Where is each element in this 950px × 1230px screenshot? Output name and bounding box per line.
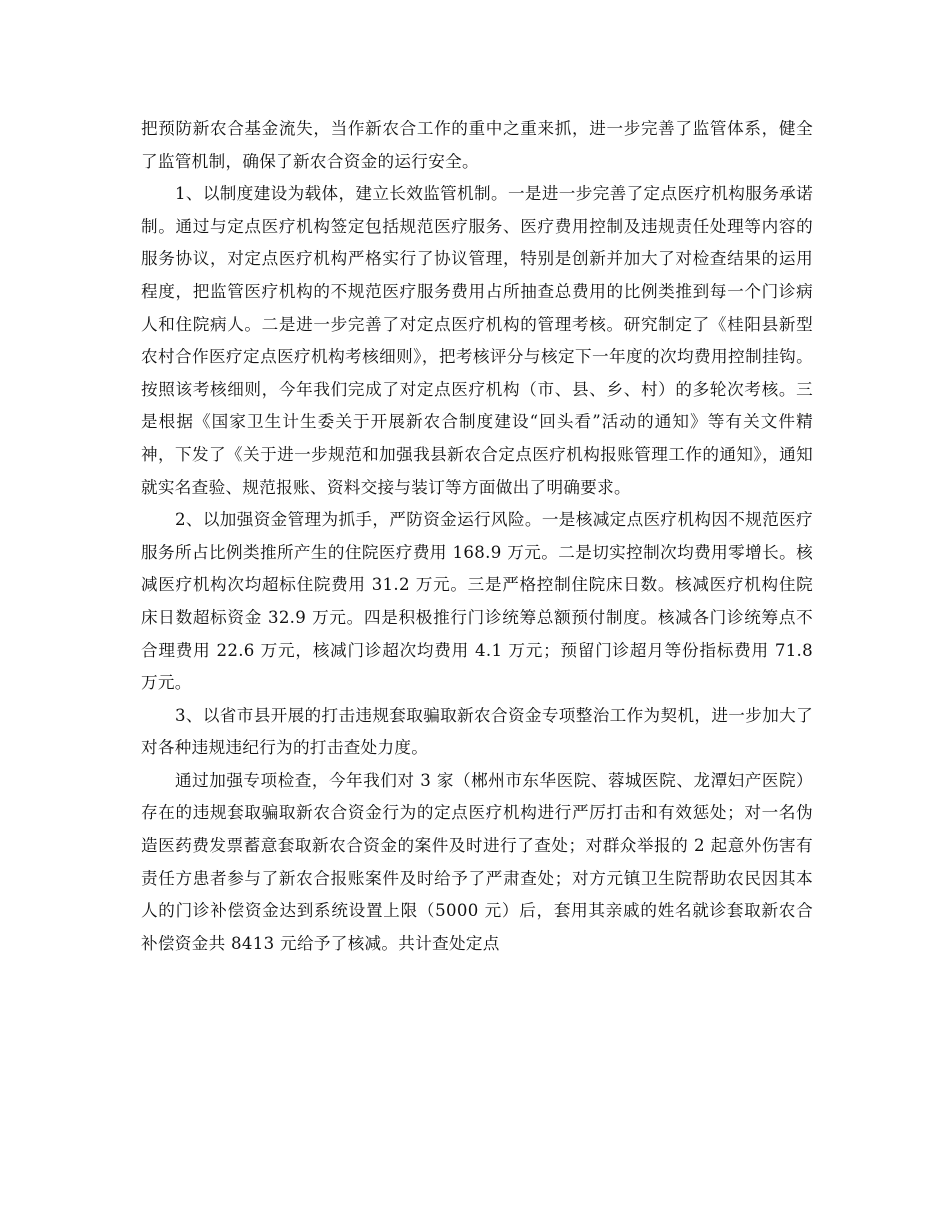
paragraph-fund-management: 2、以加强资金管理为抓手，严防资金运行风险。一是核减定点医疗机构因不规范医疗服务所占比例类推所产生的住院医疗费用 168.9 万元。二是切实控制次均费用零增长。核减医疗机构次均超标住院费用 31.2 万元。三是严格控制住院床日数。核减医疗机构住院床日数超标资金 32.9 万元。四是积极推行门诊统筹总额预付制度。核减各门诊统筹点不合理费用 22.6 万元，核减门诊超次均费用 4.1 万元；预留门诊超月等份指标费用 71.8 万元。 bbox=[141, 510, 813, 693]
paragraph-continuation: 把预防新农合基金流失，当作新农合工作的重中之重来抓，进一步完善了监管体系，健全了监管机制，确保了新农合资金的运行安全。 bbox=[141, 119, 813, 171]
document-page bbox=[141, 113, 813, 960]
paragraph-special-rectification: 3、以省市县开展的打击违规套取骗取新农合资金专项整治工作为契机，进一步加大了对各种违规违纪行为的打击查处力度。 bbox=[141, 705, 813, 758]
paragraph-system-building: 1、以制度建设为载体，建立长效监管机制。一是进一步完善了定点医疗机构服务承诺制。通过与定点医疗机构签定包括规范医疗服务、医疗费用控制及违规责任处理等内容的服务协议，对定点医疗机构严格实行了协议管理，特别是创新并加大了对检查结果的运用程度，把监管医疗机构的不规范医疗服务费用占所抽查总费用的比例类推到每一个门诊病人和住院病人。二是进一步完善了对定点医疗机构的管理考核。研究制定了《桂阳县新型农村合作医疗定点医疗机构考核细则》，把考核评分与核定下一年度的次均费用控制挂钩。按照该考核细则，今年我们完成了对定点医疗机构（市、县、乡、村）的多轮次考核。三是根据《国家卫生计生委关于开展新农合制度建设“回头看”活动的通知》等有关文件精神，下发了《关于进一步规范和加强我县新农合定点医疗机构报账管理工作的通知》，通知就实名查验、规范报账、资料交接与装订等方面做出了明确要求。 bbox=[141, 184, 813, 497]
paragraph-special-inspection: 通过加强专项检查，今年我们对 3 家（郴州市东华医院、蓉城医院、龙潭妇产医院）存在的违规套取骗取新农合资金行为的定点医疗机构进行严厉打击和有效惩处；对一名伪造医药费发票蓄意套取新农合资金的案件及时进行了查处；对群众举报的 2 起意外伤害有责任方患者参与了新农合报账案件及时给予了严肃查处；对方元镇卫生院帮助农民因其本人的门诊补偿资金达到系统设置上限（5000 元）后，套用其亲戚的姓名就诊套取新农合补偿资金共 8413 元给予了核减。共计查处定点 bbox=[141, 770, 813, 953]
